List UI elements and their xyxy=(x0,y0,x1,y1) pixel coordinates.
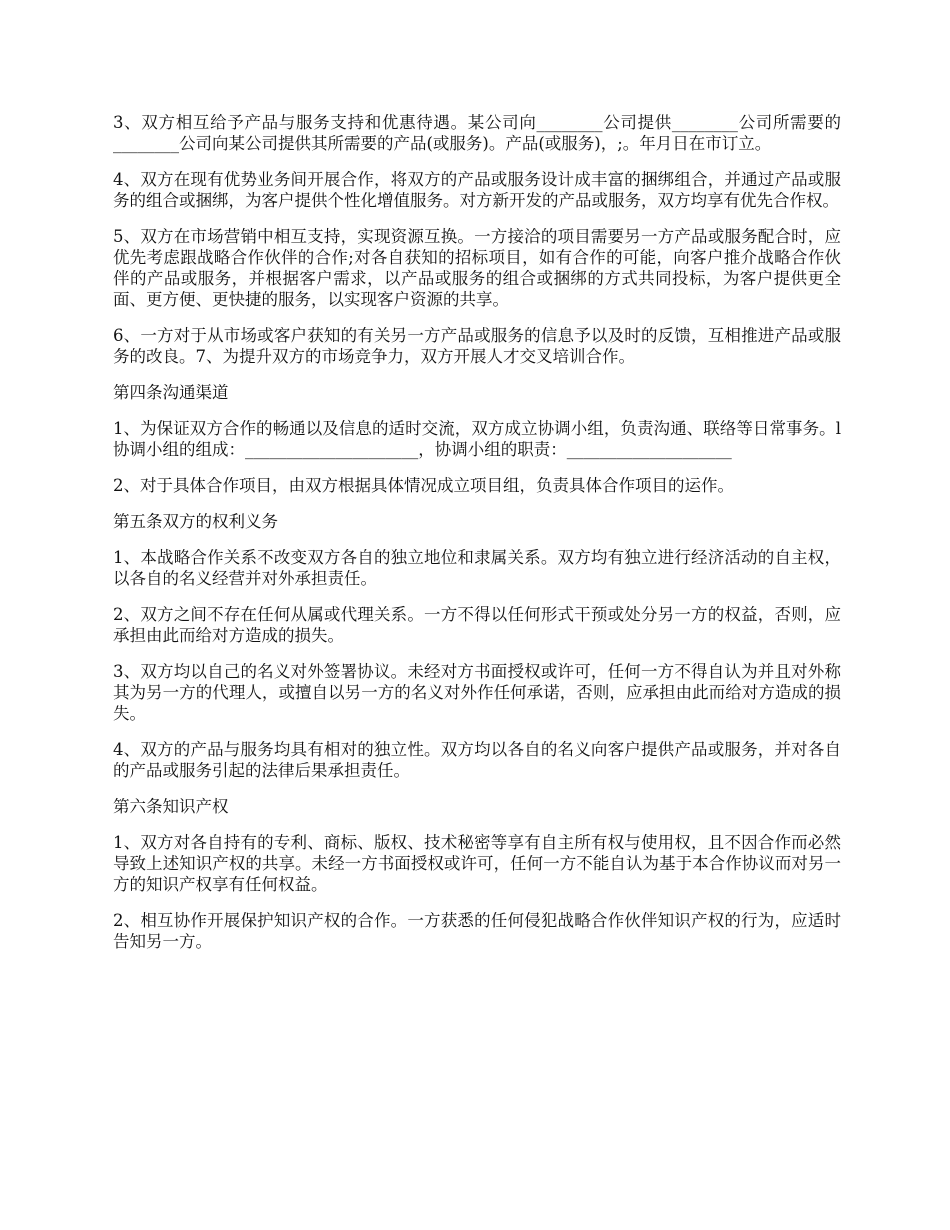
section-heading-rights-obligations: 第五条双方的权利义务 xyxy=(113,512,278,531)
paragraph-ip-protection: 2、相互协作开展保护知识产权的合作。一方获悉的任何侵犯战略合作伙伴知识产权的行为，应适时告知另一方。 xyxy=(113,911,841,951)
paragraph-4-bundled-cooperation: 4、双方在现有优势业务间开展合作，将双方的产品或服务设计成丰富的捆绑组合，并通过产品或服务的组合或捆绑，为客户提供个性化增值服务。对方新开发的产品或服务，双方均享有优先合作权。 xyxy=(113,170,841,210)
paragraph-ip-ownership: 1、双方对各自持有的专利、商标、版权、技术秘密等享有自主所有权与使用权，且不因合作而必然导致上述知识产权的共享。未经一方书面授权或许可，任何一方不能自认为基于本合作协议而对另一方的知识产权享有任何权益。 xyxy=(113,833,841,894)
paragraph-project-group: 2、对于具体合作项目，由双方根据具体情况成立项目组，负责具体合作项目的运作。 xyxy=(113,476,734,495)
paragraph-product-independence: 4、双方的产品与服务均具有相对的独立性。双方均以各自的名义向客户提供产品或服务，并对各自的产品或服务引起的法律后果承担责任。 xyxy=(113,740,841,780)
document-body xyxy=(113,112,841,967)
paragraph-6-feedback-training: 6、一方对于从市场或客户获知的有关另一方产品或服务的信息予以及时的反馈，互相推进产品或服务的改良。7、为提升双方的市场竞争力，双方开展人才交叉培训合作。 xyxy=(113,326,841,366)
paragraph-coordination-group: 1、为保证双方合作的畅通以及信息的适时交流，双方成立协调小组，负责沟通、联络等日常事务。l协调小组的组成：_____________________，协调小组的职责：____________________ xyxy=(113,419,841,459)
paragraph-signing-agreements: 3、双方均以自己的名义对外签署协议。未经对方书面授权或许可，任何一方不得自认为并且对外称其为另一方的代理人，或擅自以另一方的名义对外作任何承诺，否则，应承担由此而给对方造成的损失。 xyxy=(113,662,841,723)
paragraph-no-agency: 2、双方之间不存在任何从属或代理关系。一方不得以任何形式干预或处分另一方的权益，否则，应承担由此而给对方造成的损失。 xyxy=(113,605,841,645)
paragraph-5-marketing-support: 5、双方在市场营销中相互支持，实现资源互换。一方接洽的项目需要另一方产品或服务配合时，应优先考虑跟战略合作伙伴的合作;对各自获知的招标项目，如有合作的可能，向客户推介战略合作伙伴的产品或服务，并根据客户需求，以产品或服务的组合或捆绑的方式共同投标，为客户提供更全面、更方便、更快捷的服务，以实现客户资源的共享。 xyxy=(113,227,841,309)
section-heading-communication: 第四条沟通渠道 xyxy=(113,383,229,402)
paragraph-3-preferential-treatment: 3、双方相互给予产品与服务支持和优惠待遇。某公司向________公司提供________公司所需要的________公司向某公司提供其所需要的产品(或服务)。产品(或服务)，;。年月日在市订立。 xyxy=(113,113,841,153)
section-heading-intellectual-property: 第六条知识产权 xyxy=(113,797,229,816)
paragraph-independence: 1、本战略合作关系不改变双方各自的独立地位和隶属关系。双方均有独立进行经济活动的自主权，以各自的名义经营并对外承担责任。 xyxy=(113,548,841,588)
